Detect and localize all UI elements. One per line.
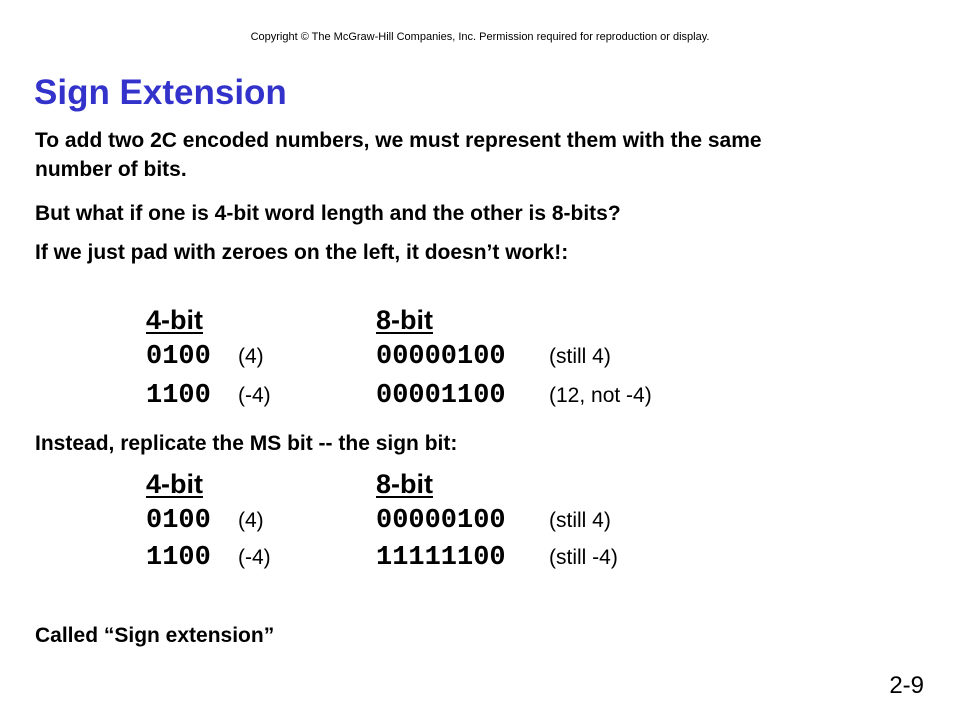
zero-pad-paragraph: If we just pad with zeroes on the left, it doesn’t work!: xyxy=(35,241,569,264)
binary-4bit-value: 0100 xyxy=(146,342,211,372)
question-paragraph: But what if one is 4-bit word length and the other is 8-bits? xyxy=(35,202,621,225)
binary-8bit-value: 00001100 xyxy=(376,381,506,411)
binary-8bit-value: 00000100 xyxy=(376,506,506,536)
decimal-8bit-note: (12, not -4) xyxy=(549,384,652,407)
slide-number: 2-9 xyxy=(889,672,924,699)
decimal-4bit-note: (-4) xyxy=(238,546,271,569)
sign-bit-paragraph: Instead, replicate the MS bit -- the sign bit: xyxy=(35,432,458,455)
binary-4bit-value: 1100 xyxy=(146,543,211,573)
table-row xyxy=(0,503,960,539)
conclusion-paragraph: Called “Sign extension” xyxy=(35,624,275,647)
intro-paragraph: To add two 2C encoded numbers, we must represent them with the same number of bits. xyxy=(35,129,762,181)
table-header-row xyxy=(0,466,960,502)
decimal-8bit-note: (still 4) xyxy=(549,345,611,368)
decimal-4bit-note: (4) xyxy=(238,345,264,368)
binary-4bit-value: 1100 xyxy=(146,381,211,411)
column-header-8bit: 8-bit xyxy=(376,305,433,335)
column-header-8bit: 8-bit xyxy=(376,469,433,499)
binary-4bit-value: 0100 xyxy=(146,506,211,536)
table-row xyxy=(0,540,960,576)
slide-title: Sign Extension xyxy=(34,73,287,112)
table-row xyxy=(0,378,960,414)
binary-8bit-value: 00000100 xyxy=(376,342,506,372)
binary-8bit-value: 11111100 xyxy=(376,543,506,573)
column-header-4bit: 4-bit xyxy=(146,305,203,335)
column-header-4bit: 4-bit xyxy=(146,469,203,499)
table-row xyxy=(0,339,960,375)
decimal-8bit-note: (still 4) xyxy=(549,509,611,532)
copyright-notice: Copyright © The McGraw-Hill Companies, Inc. Permission required for reproduction or display. xyxy=(250,31,710,43)
table-header-row xyxy=(0,302,960,338)
decimal-4bit-note: (-4) xyxy=(238,384,271,407)
decimal-8bit-note: (still -4) xyxy=(549,546,618,569)
decimal-4bit-note: (4) xyxy=(238,509,264,532)
